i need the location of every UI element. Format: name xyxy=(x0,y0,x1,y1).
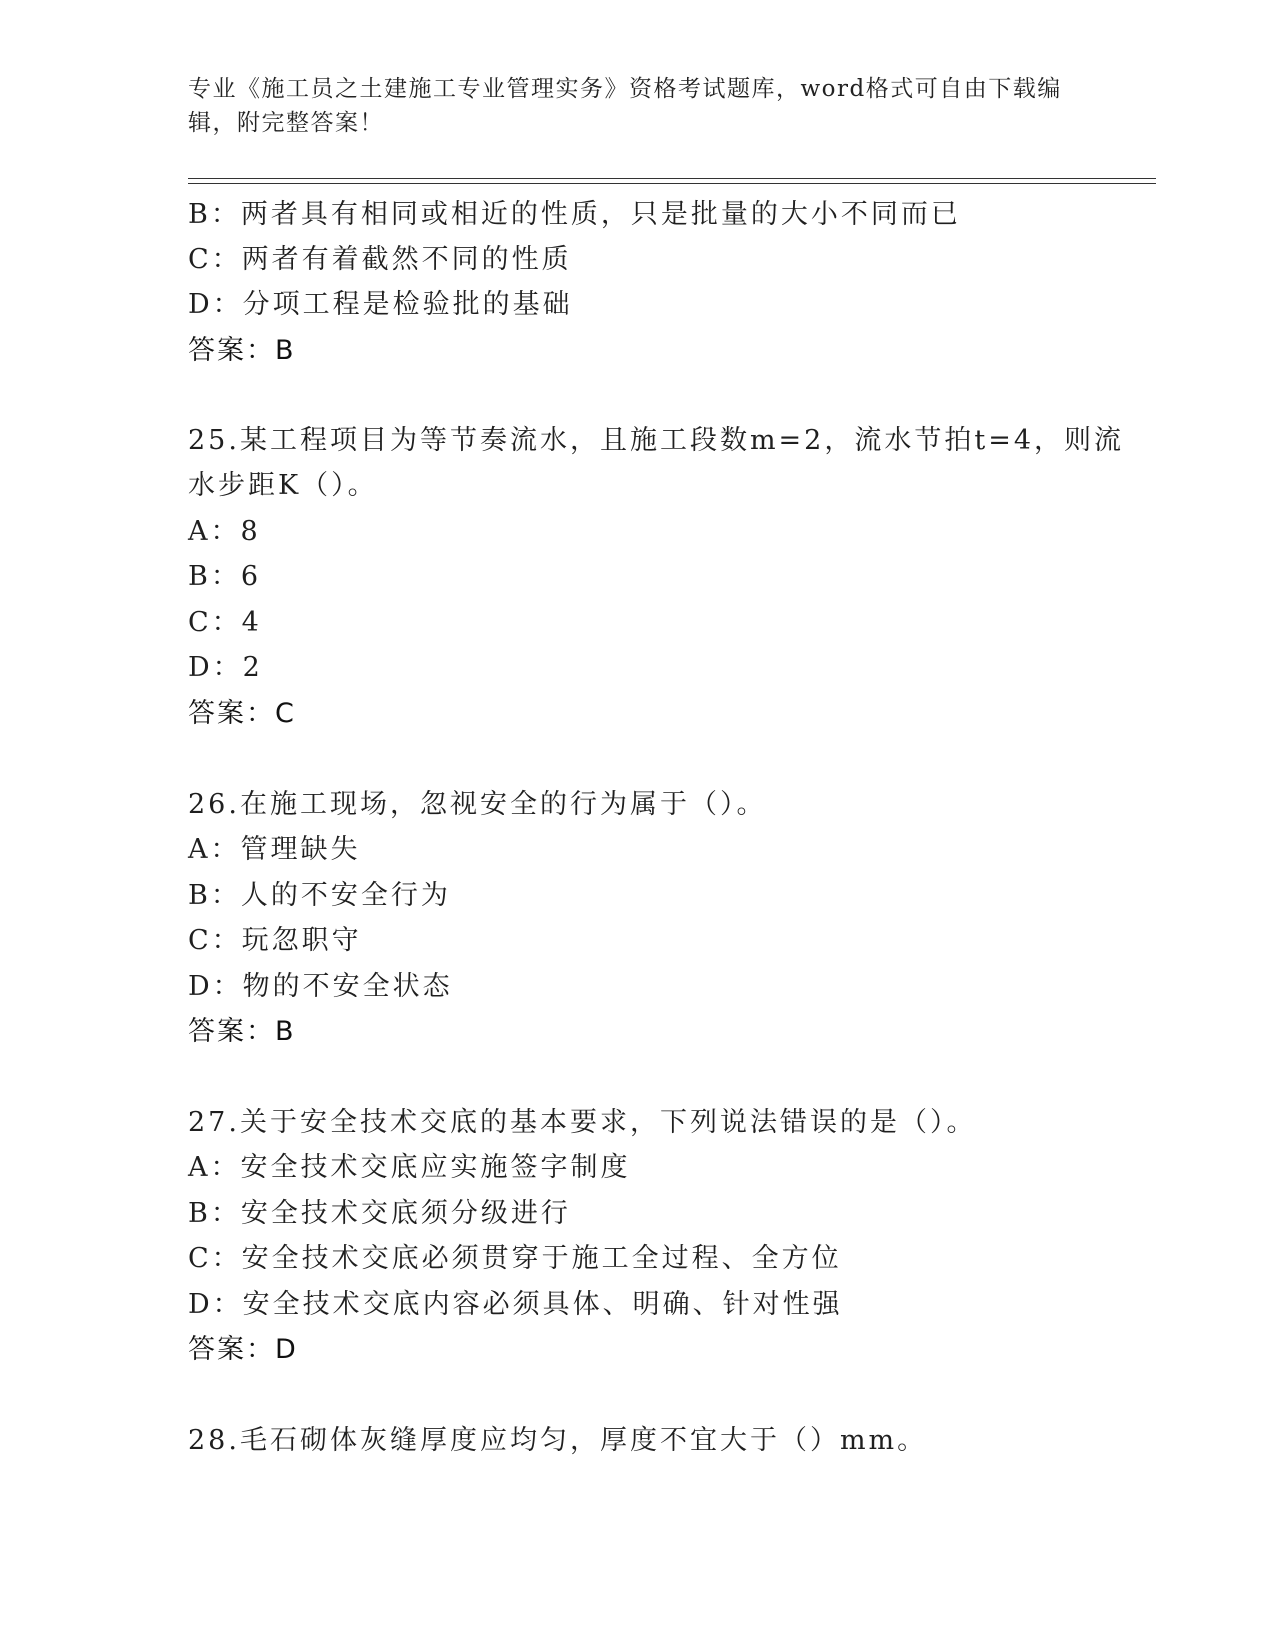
q26-option-d: D：物的不安全状态 xyxy=(188,971,453,1002)
q28-stem: 28.毛石砌体灰缝厚度应均匀，厚度不宜大于（）mm。 xyxy=(188,1425,928,1456)
header-rule-bottom xyxy=(188,183,1156,184)
q24-option-c: C：两者有着截然不同的性质 xyxy=(188,244,572,275)
q24-option-d: D：分项工程是检验批的基础 xyxy=(188,289,573,320)
q25-stem-line-2: 水步距K（）。 xyxy=(188,470,378,501)
header-rule-top xyxy=(188,178,1156,179)
q27-option-a: A：安全技术交底应实施签字制度 xyxy=(188,1152,631,1183)
q25-option-a: A：8 xyxy=(188,516,261,547)
q27-answer: 答案：D xyxy=(188,1334,298,1365)
q26-option-c: C：玩忽职守 xyxy=(188,925,362,956)
q27-option-c: C：安全技术交底必须贯穿于施工全过程、全方位 xyxy=(188,1243,842,1274)
q27-option-d: D：安全技术交底内容必须具体、明确、针对性强 xyxy=(188,1289,843,1320)
q24-answer: 答案：B xyxy=(188,335,296,366)
header-line-2: 辑，附完整答案！ xyxy=(188,110,384,136)
q27-stem: 27.关于安全技术交底的基本要求，下列说法错误的是（）。 xyxy=(188,1107,977,1138)
q26-stem: 26.在施工现场，忽视安全的行为属于（）。 xyxy=(188,789,767,820)
q27-option-b: B：安全技术交底须分级进行 xyxy=(188,1198,571,1229)
document-header xyxy=(188,72,1088,140)
q25-option-c: C：4 xyxy=(188,607,262,638)
q26-option-a: A：管理缺失 xyxy=(188,834,361,865)
q26-answer: 答案：B xyxy=(188,1016,296,1047)
q25-option-d: D：2 xyxy=(188,652,263,683)
q26-option-b: B：人的不安全行为 xyxy=(188,880,451,911)
q25-option-b: B：6 xyxy=(188,561,262,592)
header-line-1: 专业《施工员之土建施工专业管理实务》资格考试题库，word格式可自由下载编 xyxy=(188,76,1062,102)
q25-stem-line-1: 25.某工程项目为等节奏流水，且施工段数m=2，流水节拍t=4，则流 xyxy=(188,425,1124,456)
q24-option-b: B：两者具有相同或相近的性质，只是批量的大小不同而已 xyxy=(188,199,961,230)
q25-answer: 答案：C xyxy=(188,698,296,729)
